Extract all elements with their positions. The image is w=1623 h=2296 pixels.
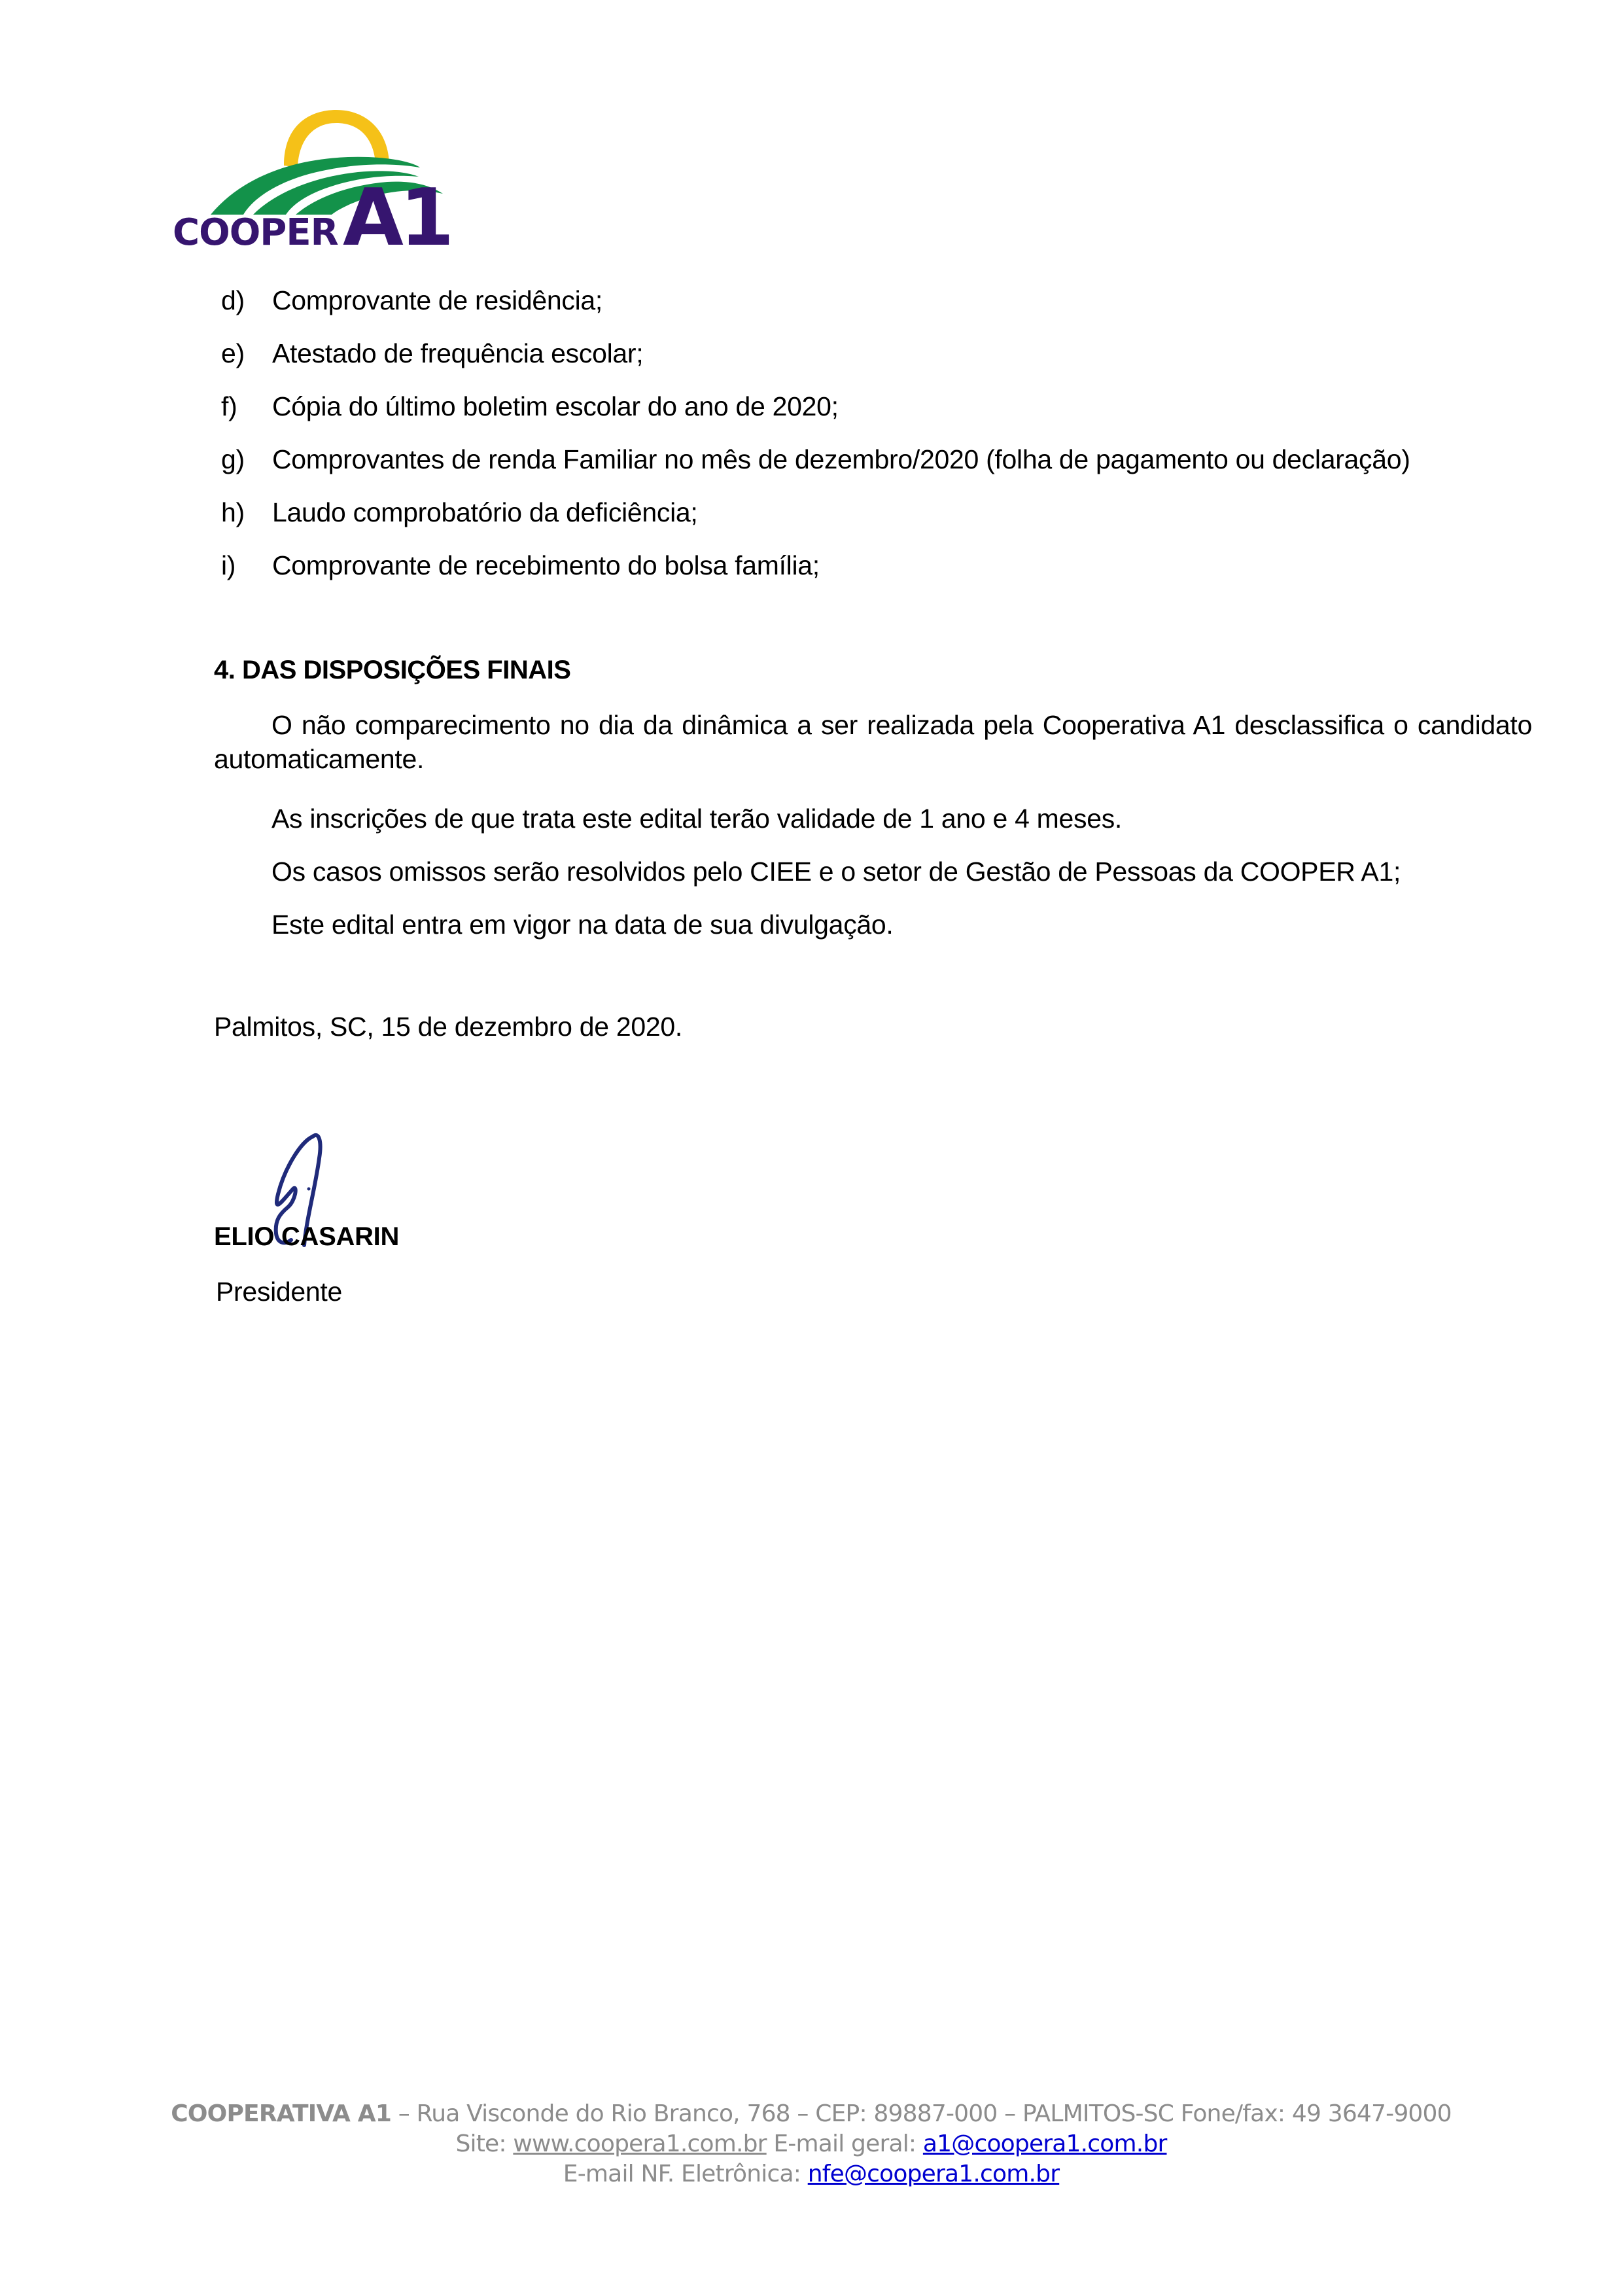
logo-text-cooper: COOPER	[173, 211, 338, 247]
paragraph-omitted-cases: Os casos omissos serão resolvidos pelo CIEE e o setor de Gestão de Pessoas da COOPER A1;	[271, 857, 1401, 887]
footer-contact-info	[170, 2099, 1452, 2189]
paragraph-effective-date: Este edital entra em vigor na data de sua divulgação.	[271, 910, 894, 940]
list-marker: h)	[221, 497, 245, 527]
list-item-text: Comprovante de residência;	[272, 285, 602, 315]
list-marker: d)	[221, 285, 245, 315]
list-item-text: Comprovante de recebimento do bolsa família;	[272, 550, 820, 580]
paragraph-no-show: O não comparecimento no dia da dinâmica a ser realizada pela Cooperativa A1 desclassifica o candidato automaticamente.	[214, 710, 1532, 774]
list-item-text: Laudo comprobatório da deficiência;	[272, 497, 698, 527]
list-marker: i)	[221, 550, 236, 580]
logo-graphic	[171, 97, 479, 247]
section-title-final-provisions: 4. DAS DISPOSIÇÕES FINAIS	[214, 656, 571, 684]
footer-org-name: COOPERATIVA A1	[171, 2100, 392, 2127]
list-marker: e)	[221, 338, 245, 368]
signer-role: Presidente	[216, 1277, 343, 1307]
paragraph-validity: As inscrições de que trata este edital terão validade de 1 ano e 4 meses.	[271, 804, 1123, 834]
footer-site-link[interactable]: www.coopera1.com.br	[513, 2130, 767, 2157]
list-item-text: Cópia do último boletim escolar do ano de 2020;	[272, 391, 839, 421]
list-marker: g)	[221, 444, 245, 474]
footer-address: – Rua Visconde do Rio Branco, 768 – CEP: 89887-000 – PALMITOS-SC Fone/fax: 49 3647-9000 Site:	[391, 2100, 1452, 2157]
list-marker: f)	[221, 391, 237, 421]
place-and-date: Palmitos, SC, 15 de dezembro de 2020.	[214, 1012, 682, 1042]
list-item-text: Comprovantes de renda Familiar no mês de dezembro/2020 (folha de pagamento ou declaração)	[272, 444, 1410, 474]
signer-name: ELIO CASARIN	[214, 1222, 400, 1251]
footer-email-general-link[interactable]: a1@coopera1.com.br	[922, 2130, 1167, 2157]
logo-text-a1: A1	[343, 173, 451, 247]
cooper-a1-logo	[171, 97, 479, 247]
footer-email-general-label: E-mail geral:	[766, 2130, 923, 2157]
footer-email-nfe-link[interactable]: nfe@coopera1.com.br	[807, 2161, 1060, 2187]
footer-email-nfe-label: E-mail NF. Eletrônica:	[563, 2161, 808, 2187]
list-item-text: Atestado de frequência escolar;	[272, 338, 644, 368]
